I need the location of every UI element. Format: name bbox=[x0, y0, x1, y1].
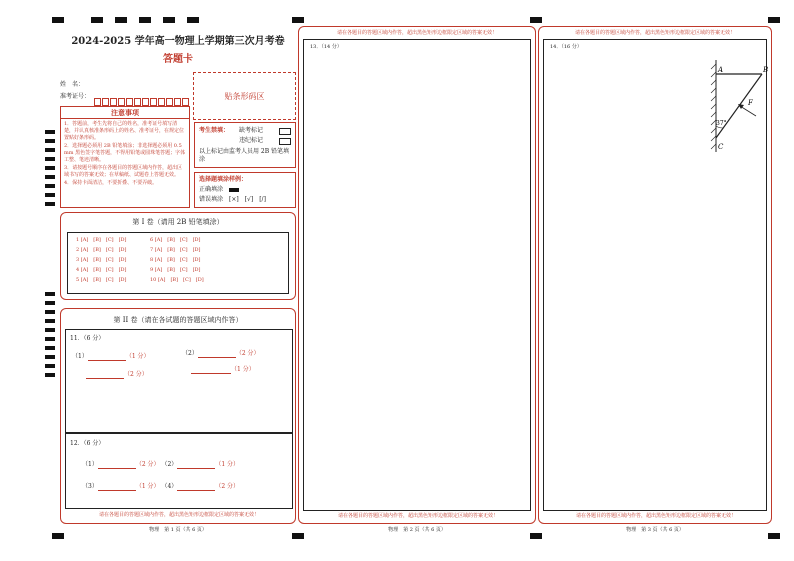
timing-mark bbox=[530, 17, 542, 23]
page-footer: 物理 第 2 页（共 6 页） bbox=[388, 527, 446, 533]
notice-item: 4．保持卡面清洁，不要折叠、不要弄破。 bbox=[64, 180, 158, 186]
q13-heading: 13．（14 分） bbox=[310, 44, 342, 50]
q13-area[interactable] bbox=[303, 39, 531, 511]
side-mark bbox=[45, 355, 55, 359]
choice-col-left bbox=[76, 237, 127, 287]
choice-row[interactable]: 2 [A] [B] [C] [D] bbox=[76, 247, 127, 253]
page3-frame bbox=[538, 26, 772, 524]
side-mark bbox=[45, 373, 55, 377]
side-mark bbox=[45, 319, 55, 323]
side-mark bbox=[45, 337, 55, 341]
label-b: B bbox=[763, 66, 769, 74]
absent-label: 缺考标记 bbox=[239, 127, 264, 134]
choice-row[interactable]: 6 [A] [B] [C] [D] bbox=[150, 237, 201, 243]
label-f: F bbox=[748, 99, 753, 107]
notice-item: 2．选择题必须用 2B 铅笔填涂；非选择题必须用 0.5 mm 黑色签字笔答题，不得用铅笔或圆珠笔答题；字体工整、笔迹清晰。 bbox=[64, 143, 186, 163]
fill-wrong-label: 错误填涂 bbox=[199, 196, 224, 203]
timing-mark bbox=[163, 17, 175, 23]
fill-correct-mark bbox=[229, 188, 239, 192]
warning-text: 请在各题目的答题区域内作答，超出黑色矩形边框限定区域的答案无效！ bbox=[574, 30, 735, 36]
q14-heading: 14．（16 分） bbox=[550, 44, 582, 50]
timing-mark bbox=[139, 17, 151, 23]
part2-title: 第 II 卷（请在各试题的答题区域内作答） bbox=[113, 316, 243, 324]
notice-item: 3．请按题号顺序在各题目的答题区域内作答，超出区域书写的答案无效；在草稿纸、试题卷上答题无效。 bbox=[64, 165, 183, 178]
label-c: C bbox=[718, 143, 724, 151]
rod-bc bbox=[716, 74, 762, 138]
q12-row1: （1） （2 分） （2） （1 分） bbox=[82, 461, 240, 468]
timing-mark bbox=[52, 17, 64, 23]
side-mark bbox=[45, 148, 55, 152]
side-mark bbox=[45, 202, 55, 206]
notice-box bbox=[60, 106, 190, 208]
violation-checkbox[interactable] bbox=[279, 138, 291, 145]
part1-box bbox=[60, 212, 296, 300]
part1-title: 第 I 卷（请用 2B 铅笔填涂） bbox=[132, 218, 224, 226]
warning-text: 请在各题目的答题区域内作答，超出黑色矩形边框限定区域的答案无效！ bbox=[98, 512, 259, 518]
fill-sample-box bbox=[194, 172, 296, 208]
timing-mark bbox=[91, 17, 103, 23]
page-footer: 物理 第 1 页（共 6 页） bbox=[149, 527, 207, 533]
choice-row[interactable]: 7 [A] [B] [C] [D] bbox=[150, 247, 201, 253]
choice-row[interactable]: 5 [A] [B] [C] [D] bbox=[76, 277, 127, 283]
choice-row[interactable]: 1 [A] [B] [C] [D] bbox=[76, 237, 127, 243]
page-title: 2024-2025 学年高一物理上学期第三次月考卷 bbox=[71, 36, 285, 47]
side-mark bbox=[45, 130, 55, 134]
page2-frame bbox=[298, 26, 536, 524]
side-mark bbox=[45, 346, 55, 350]
exam-status-label: 考生禁填： bbox=[199, 127, 230, 134]
violation-label: 违纪标记 bbox=[239, 137, 264, 144]
barcode-label: 贴条形码区 bbox=[224, 92, 265, 101]
side-mark bbox=[45, 310, 55, 314]
physics-diagram bbox=[704, 54, 770, 158]
part1-answer-grid bbox=[67, 232, 289, 294]
side-mark bbox=[45, 364, 55, 368]
q11-part1: （1） （1 分） bbox=[72, 353, 150, 360]
timing-mark bbox=[187, 17, 199, 23]
choice-col-right bbox=[150, 237, 204, 287]
warning-text: 请在各题目的答题区域内作答，超出黑色矩形边框限定区域的答案无效！ bbox=[337, 513, 498, 519]
choice-row[interactable]: 3 [A] [B] [C] [D] bbox=[76, 257, 127, 263]
part2-box bbox=[60, 308, 296, 524]
q12-area[interactable] bbox=[65, 433, 293, 509]
side-mark bbox=[45, 157, 55, 161]
page-subtitle: 答题卡 bbox=[163, 54, 193, 65]
q12-row2: （3） （1 分） （4） （2 分） bbox=[82, 483, 240, 490]
q11-part1b: （2 分） bbox=[86, 371, 148, 379]
choice-row[interactable]: 10 [A] [B] [C] [D] bbox=[150, 277, 204, 283]
barcode-area bbox=[193, 72, 296, 120]
q12-heading: 12．（6 分） bbox=[70, 440, 105, 447]
warning-text: 请在各题目的答题区域内作答，超出黑色矩形边框限定区域的答案无效！ bbox=[336, 30, 497, 36]
choice-row[interactable]: 9 [A] [B] [C] [D] bbox=[150, 267, 201, 273]
q11-heading: 11．（6 分） bbox=[70, 335, 105, 342]
force-arrow bbox=[740, 106, 756, 116]
notice-list bbox=[61, 119, 189, 189]
warning-text: 请在各题目的答题区域内作答，超出黑色矩形边框限定区域的答案无效！ bbox=[575, 513, 736, 519]
name-label: 姓 名： bbox=[60, 81, 85, 88]
timing-mark bbox=[115, 17, 127, 23]
choice-row[interactable]: 8 [A] [B] [C] [D] bbox=[150, 257, 201, 263]
notice-item: 1．答题前，考生先将自己的姓名，准考证号填写清楚，并认真核准条形码上的姓名、准考证号，在规定位置贴好条形码。 bbox=[64, 121, 185, 141]
side-mark bbox=[45, 328, 55, 332]
timing-mark bbox=[768, 17, 780, 23]
exam-status-box bbox=[194, 122, 296, 168]
label-a: A bbox=[718, 66, 724, 74]
q11-part2: （2） （2 分） bbox=[182, 350, 260, 357]
fill-correct-label: 正确填涂 bbox=[199, 186, 224, 193]
q14-area[interactable] bbox=[543, 39, 767, 511]
q11-part2b: （1 分） bbox=[191, 366, 255, 374]
side-mark bbox=[45, 292, 55, 296]
side-mark bbox=[45, 301, 55, 305]
fill-sample-title: 选择题填涂样例： bbox=[199, 176, 248, 183]
exam-status-note: 以上标记由监考人员用 2B 铅笔填涂 bbox=[199, 148, 290, 163]
choice-row[interactable]: 4 [A] [B] [C] [D] bbox=[76, 267, 127, 273]
page-footer: 物理 第 3 页（共 6 页） bbox=[626, 527, 684, 533]
side-mark bbox=[45, 193, 55, 197]
side-mark bbox=[45, 139, 55, 143]
side-mark bbox=[45, 175, 55, 179]
absent-checkbox[interactable] bbox=[279, 128, 291, 135]
label-angle: 37° bbox=[716, 120, 727, 127]
notice-title: 注意事项 bbox=[61, 107, 189, 119]
fill-wrong-marks: [×] [√] [/] bbox=[229, 196, 266, 203]
q11-area[interactable] bbox=[65, 329, 293, 433]
timing-mark bbox=[292, 17, 304, 23]
id-label: 准考证号： bbox=[60, 93, 91, 100]
side-mark bbox=[45, 166, 55, 170]
side-mark bbox=[45, 184, 55, 188]
